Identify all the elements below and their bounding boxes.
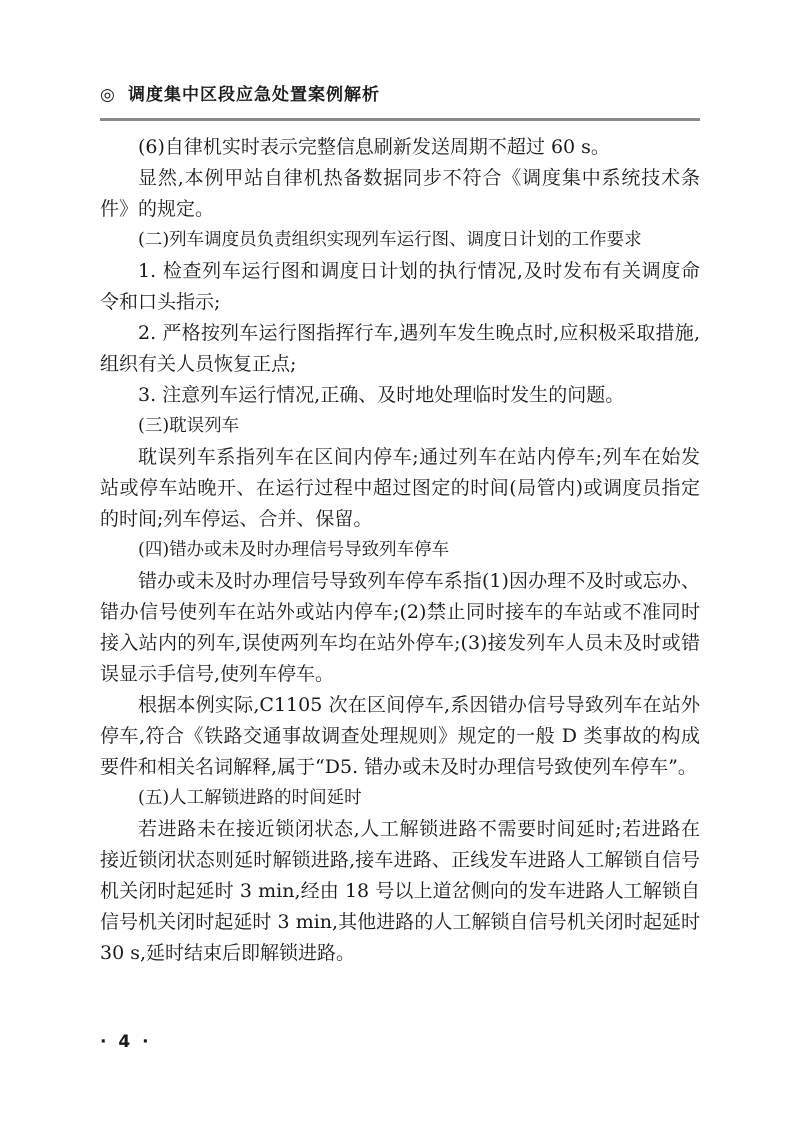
section-heading: (二)列车调度员负责组织实现列车运行图、调度日计划的工作要求 [138, 230, 642, 250]
paragraph: 耽误列车系指列车在区间内停车;通过列车在站内停车;列车在始发站或停车站晚开、在运行过程中超过图定的时间(局管内)或调度员指定的时间;列车停运、合并、保留。 [100, 446, 700, 530]
paragraph: 显然,本例甲站自律机热备数据同步不符合《调度集中系统技术条件》的规定。 [100, 167, 700, 220]
paragraph: 根据本例实际,C1105 次在区间停车,系因错办信号导致列车在站外停车,符合《铁路交通事故调查处理规则》规定的一般 D 类事故的构成要件和相关名词解释,属于“D5. 错办或未及时办理信号致使列车停车”。 [100, 694, 700, 778]
paragraph: 若进路未在接近锁闭状态,人工解锁进路不需要时间延时;若进路在接近锁闭状态则延时解锁进路,接车进路、正线发车进路人工解锁自信号机关闭时起延时 3 min,经由 18 号以上道岔侧向的发车进路人工解锁自信号机关闭时起延时 3 min,其他进路的人工解锁自信号机关闭时起延时 30 s,延时结束后即解锁进路。 [100, 818, 700, 964]
section-heading: (五)人工解锁进路的时间延时 [138, 788, 362, 808]
header-circle-icon: ◎ [100, 85, 115, 105]
section-heading: (四)错办或未及时办理信号导致列车停车 [138, 540, 450, 560]
running-header [100, 82, 700, 112]
body-text [100, 132, 700, 969]
page-number: · 4 · [100, 1032, 152, 1052]
header-rule [100, 118, 700, 121]
paragraph: 1. 检查列车运行图和调度日计划的执行情况,及时发布有关调度命令和口头指示; [100, 260, 700, 313]
paragraph: 2. 严格按列车运行图指挥行车,遇列车发生晚点时,应积极采取措施,组织有关人员恢复正点; [100, 322, 700, 375]
paragraph: (6)自律机实时表示完整信息刷新发送周期不超过 60 s。 [138, 136, 610, 158]
book-title: 调度集中区段应急处置案例解析 [128, 85, 380, 105]
paragraph: 3. 注意列车运行情况,正确、及时地处理临时发生的问题。 [138, 384, 625, 406]
section-heading: (三)耽误列车 [138, 416, 240, 436]
paragraph: 错办或未及时办理信号导致列车停车系指(1)因办理不及时或忘办、错办信号使列车在站外或站内停车;(2)禁止同时接车的车站或不准同时接入站内的列车,误使两列车均在站外停车;(3)接发列车人员未及时或错误显示手信号,使列车停车。 [100, 570, 700, 685]
